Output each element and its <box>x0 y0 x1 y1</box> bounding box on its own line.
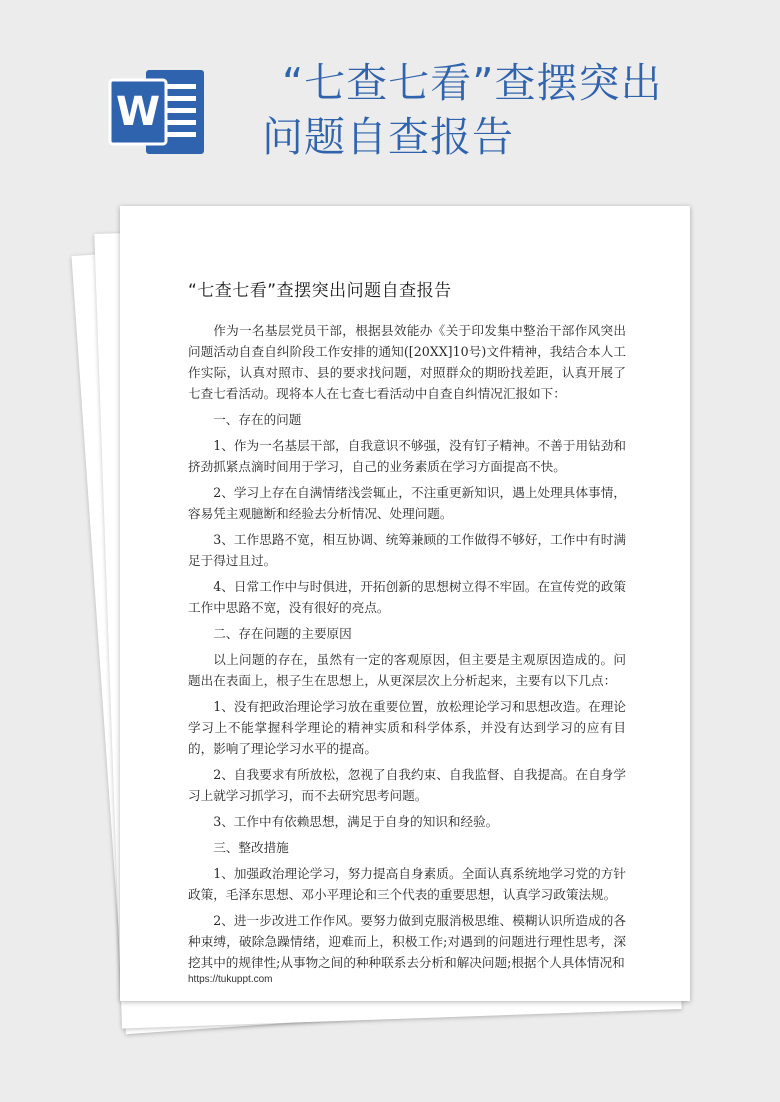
banner-title <box>262 56 762 164</box>
paragraph: 3、工作中有依赖思想，满足于自身的知识和经验。 <box>213 814 499 829</box>
paragraph: 1、加强政治理论学习，努力提高自身素质。全面认真系统地学习党的方针政策，毛泽东思想、邓小平理论和三个代表的重要思想，认真学习政策法规。 <box>188 866 626 902</box>
paragraph: 2、自我要求有所放松，忽视了自我约束、自我监督、自我提高。在自身学习上就学习抓学习，而不去研究思考问题。 <box>188 767 626 803</box>
paragraph: 作为一名基层党员干部，根据县效能办《关于印发集中整治干部作风突出问题活动自查自纠阶段工作安排的通知([20XX]10号)文件精神，我结合本人工作实际，认真对照市、县的要求找问题，对照群众的期盼找差距，认真开展了七查七看活动。现将本人在七查七看活动中自查自纠情况汇报如下： <box>188 323 626 401</box>
paragraph: 4、日常工作中与时俱进，开拓创新的思想树立得不牢固。在宣传党的政策工作中思路不宽，没有很好的亮点。 <box>188 579 626 615</box>
document-page <box>120 206 690 1001</box>
section-heading: 三、整改措施 <box>213 840 289 855</box>
svg-text:W: W <box>115 89 161 135</box>
paragraph: 3、工作思路不宽，相互协调、统筹兼顾的工作做得不够好，工作中有时满足于得过且过。 <box>188 532 626 568</box>
word-document-icon <box>108 62 208 162</box>
paragraph: 1、没有把政治理论学习放在重要位置，放松理论学习和思想改造。在理论学习上不能掌握科学理论的精神实质和科学体系，并没有达到学习的应有目的，影响了理论学习水平的提高。 <box>188 699 626 756</box>
banner-header <box>0 0 780 200</box>
paragraph: 1、作为一名基层干部，自我意识不够强，没有钉子精神。不善于用钻劲和挤劲抓紧点滴时间用于学习，自己的业务素质在学习方面提高不快。 <box>188 438 626 474</box>
section-heading: 二、存在问题的主要原因 <box>213 626 352 641</box>
banner-title-line1: “七查七看”查摆突出 <box>282 59 663 107</box>
document-title: “七查七看”查摆突出问题自查报告 <box>188 281 452 301</box>
footer-url: https://tukuppt.com <box>188 974 273 985</box>
paragraph: 2、学习上存在自满情绪浅尝辄止，不注重更新知识，遇上处理具体事情，容易凭主观臆断和经验去分析情况、处理问题。 <box>188 485 626 521</box>
banner-title-line2: 问题自查报告 <box>262 113 514 161</box>
document-body <box>188 320 626 978</box>
section-heading: 一、存在的问题 <box>213 412 302 427</box>
paragraph: 以上问题的存在，虽然有一定的客观原因，但主要是主观原因造成的。问题出在表面上，根子生在思想上，从更深层次上分析起来，主要有以下几点： <box>188 652 626 688</box>
paragraph: 2、进一步改进工作作风。要努力做到克服消极思维、模糊认识所造成的各种束缚，破除急躁情绪，迎难而上，积极工作;对遇到的问题进行理性思考，深挖其中的规律性;从事物之间的种种联系去分析和解决问题;根据个人具体情况和 <box>188 913 626 970</box>
